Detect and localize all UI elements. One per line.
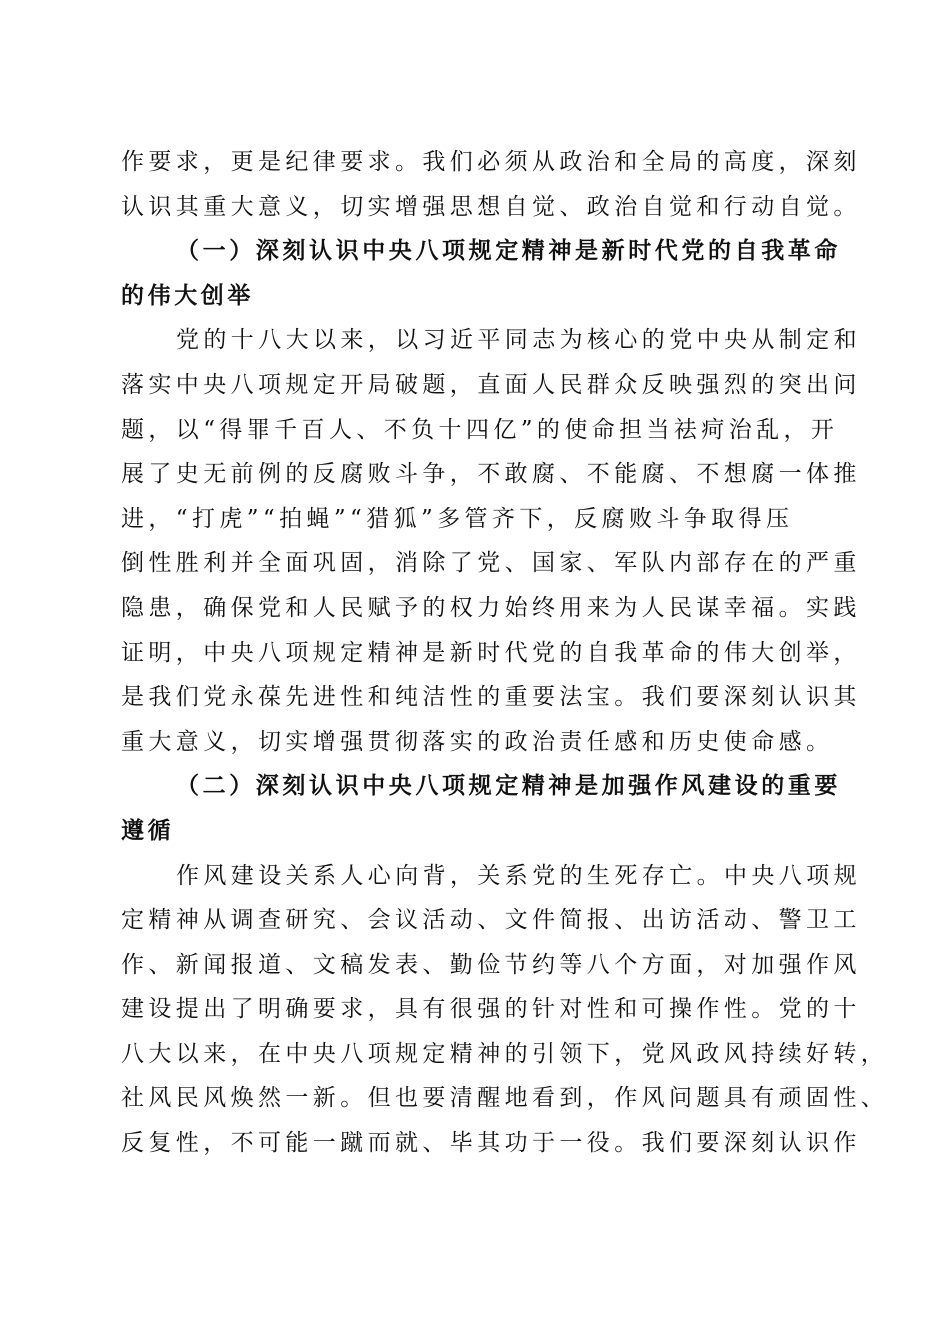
document-body xyxy=(121,140,889,1166)
paragraph-line: 题，以“得罪千百人、不负十四亿”的使命担当祛疴治乱，开 xyxy=(121,416,839,443)
paragraph-line: 党的十八大以来，以习近平同志为核心的党中央从制定和 xyxy=(176,327,861,354)
paragraph-line: 社风民风焕然一新。但也要清醒地看到，作风问题具有顽固性、 xyxy=(121,1085,889,1112)
paragraph-line: 倒性胜利并全面巩固，消除了党、国家、军队内部存在的严重 xyxy=(121,550,861,577)
paragraph-line: 隐患，确保党和人民赋予的权力始终用来为人民谋幸福。实践 xyxy=(121,594,861,621)
section-heading-2: （二）深刻认识中央八项规定精神是加强作风建设的重要 xyxy=(176,772,841,800)
paragraph-line: 反复性，不可能一蹴而就、毕其功于一役。我们要深刻认识作 xyxy=(121,1130,861,1157)
paragraph-line: 是我们党永葆先进性和纯洁性的重要法宝。我们要深刻认识其 xyxy=(121,684,861,711)
section-heading-2-continuation: 遵循 xyxy=(121,816,175,844)
paragraph-line: 建设提出了明确要求，具有很强的针对性和可操作性。党的十 xyxy=(121,996,861,1023)
paragraph-continuation-line: 作要求，更是纪律要求。我们必须从政治和全局的高度，深刻 xyxy=(121,149,861,175)
paragraph-line: 八大以来，在中央八项规定精神的引领下，党风政风持续好转， xyxy=(121,1040,889,1067)
paragraph-line: 作、新闻报道、文稿发表、勤俭节约等八个方面，对加强作风 xyxy=(121,951,861,978)
paragraph-line: 定精神从调查研究、会议活动、文件简报、出访活动、警卫工 xyxy=(121,907,861,934)
paragraph-line: 落实中央八项规定开局破题，直面人民群众反映强烈的突出问 xyxy=(121,371,861,398)
paragraph-line: 证明，中央八项规定精神是新时代党的自我革命的伟大创举， xyxy=(121,639,861,666)
paragraph-line: 作风建设关系人心向背，关系党的生死存亡。中央八项规 xyxy=(176,862,861,889)
section-heading-1-continuation: 的伟大创举 xyxy=(121,281,254,309)
paragraph-line: 重大意义，切实增强贯彻落实的政治责任感和历史使命感。 xyxy=(121,728,834,755)
paragraph-line: 展了史无前例的反腐败斗争，不敢腐、不能腐、不想腐一体推 xyxy=(121,461,861,488)
paragraph-continuation-line: 认识其重大意义，切实增强思想自觉、政治自觉和行动自觉。 xyxy=(121,193,861,220)
paragraph-line: 进，“打虎”“拍蝇”“猎狐”多管齐下，反腐败斗争取得压 xyxy=(121,505,794,532)
section-heading-1: （一）深刻认识中央八项规定精神是新时代党的自我革命 xyxy=(176,237,841,265)
